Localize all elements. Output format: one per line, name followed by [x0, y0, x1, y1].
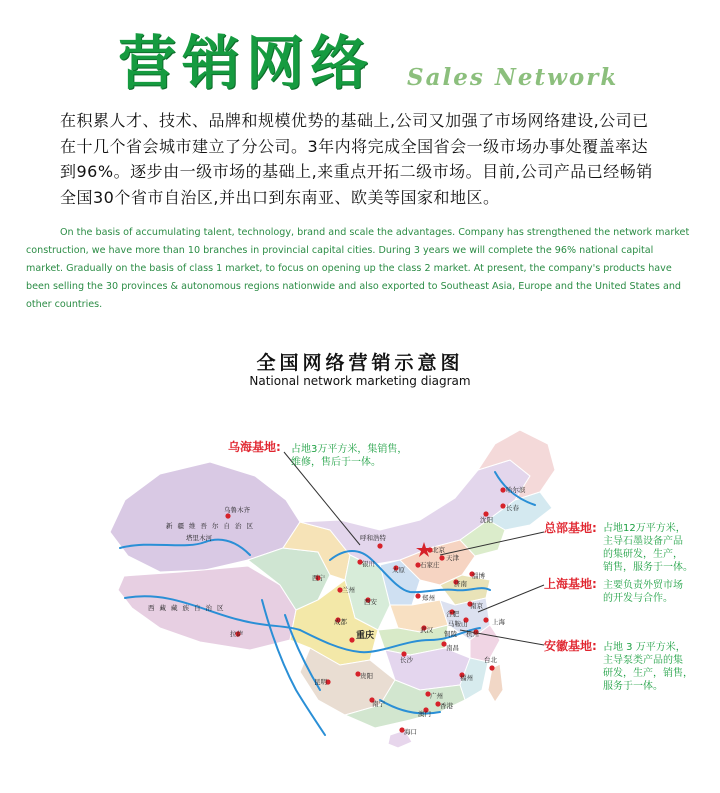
city-marker	[500, 487, 505, 492]
diagram-subtitle: National network marketing diagram	[249, 374, 471, 388]
diagram-title: 全国网络营销示意图	[256, 352, 464, 374]
page-subtitle: Sales Network	[407, 64, 619, 91]
city-label: 沈阳	[480, 516, 493, 524]
city-label: 南宁	[372, 700, 385, 708]
callout-hq-label: 总部基地:	[544, 521, 597, 535]
city-label: 马鞍山	[448, 620, 468, 628]
page-title: 营销网络	[118, 29, 375, 97]
callout-wuhai-text: 占地3万平方米，集销售， 维修，售后于一体。	[291, 444, 408, 468]
callout-shanghai-label: 上海基地:	[544, 577, 597, 591]
city-label: 澳门	[418, 710, 431, 718]
city-label: 合肥	[446, 610, 459, 618]
city-label: 北京	[432, 546, 445, 554]
intro-chinese: 在积累人才、技术、品牌和规模优势的基础上,公司又加强了市场网络建设,公司已在十几个省会城市建立了分公司。3年内将完成全国省会一级市场办事处覆盖率达到96%。逐步由一级市场的基础上,来重点开拓二级市场。目前,公司产品已经畅销全国30个省市自治区,并出口到东南亚、欧美等国家和地区。	[60, 111, 653, 207]
city-label: 济南	[454, 580, 467, 588]
city-marker	[489, 665, 494, 670]
city-label: 西藏藏族自治区	[148, 604, 229, 612]
city-marker	[349, 637, 354, 642]
city-label: 南京	[470, 602, 483, 610]
callout-anhui-label: 安徽基地:	[544, 639, 597, 653]
city-label: 上海	[492, 618, 505, 626]
city-label: 淄博	[472, 572, 485, 580]
city-label: 银川	[362, 560, 375, 568]
city-label: 广州	[430, 692, 443, 700]
city-label: 长沙	[400, 656, 413, 664]
callout-wuhai-label: 乌海基地:	[228, 440, 281, 454]
city-marker	[377, 543, 382, 548]
callout-hq-text: 占地12万平方米， 主导石墨设备产品 的集研发，生产， 销售，服务于一体。	[603, 523, 693, 573]
city-marker	[500, 503, 505, 508]
city-label: 塔里木河	[186, 534, 212, 542]
city-label: 武汉	[420, 626, 433, 634]
city-label: 西宁	[312, 574, 325, 582]
city-label: 长春	[506, 504, 519, 512]
city-label: 成都	[334, 618, 347, 626]
city-label: 石家庄	[420, 561, 440, 569]
intro-english: On the basis of accumulating talent, technology, brand and scale the advantages. Company has strengthened the network market construction, we have more than 10 branches in provincial capital cities. During 3 years we will complete the 96% national capital market. Gradually on the basis of class 1 market, to focus on opening up the class 2 market. At present, the company's products have been selling the 30 provinces & autonomous regions nationwide and also exported to Southeast Asia, Europe and the United States and other countries.	[26, 227, 690, 310]
city-label: 海口	[404, 728, 417, 736]
city-label: 郑州	[422, 594, 435, 602]
city-label: 贵阳	[360, 672, 373, 680]
city-label: 天津	[446, 554, 459, 562]
city-marker	[483, 617, 488, 622]
city-label: 兰州	[342, 586, 355, 594]
city-label: 台北	[484, 656, 497, 664]
city-marker	[225, 513, 230, 518]
city-label: 昆明	[314, 678, 327, 686]
city-label: 乌鲁木齐	[224, 506, 250, 514]
city-label: 哈尔滨	[506, 486, 526, 494]
city-label: 拉萨	[230, 630, 243, 638]
city-label: 南昌	[446, 644, 459, 652]
city-label: 铜陵	[444, 630, 457, 638]
city-label: 重庆	[356, 631, 375, 641]
city-label: 杭州	[466, 630, 479, 638]
city-label: 新疆维吾尔自治区	[166, 522, 258, 530]
city-marker	[439, 555, 444, 560]
callout-shanghai-text: 主要负责外贸市场 的开发与合作。	[603, 580, 683, 604]
city-label: 香港	[440, 702, 453, 710]
city-label: 呼和浩特	[360, 534, 386, 542]
city-label: 西安	[364, 598, 377, 606]
city-label: 福州	[460, 674, 473, 682]
city-label: 太原	[392, 566, 405, 574]
callout-anhui-text: 占地 3 万平方米， 主导泵类产品的集 研发，生产，销售， 服务于一体。	[603, 642, 693, 692]
city-marker	[415, 593, 420, 598]
